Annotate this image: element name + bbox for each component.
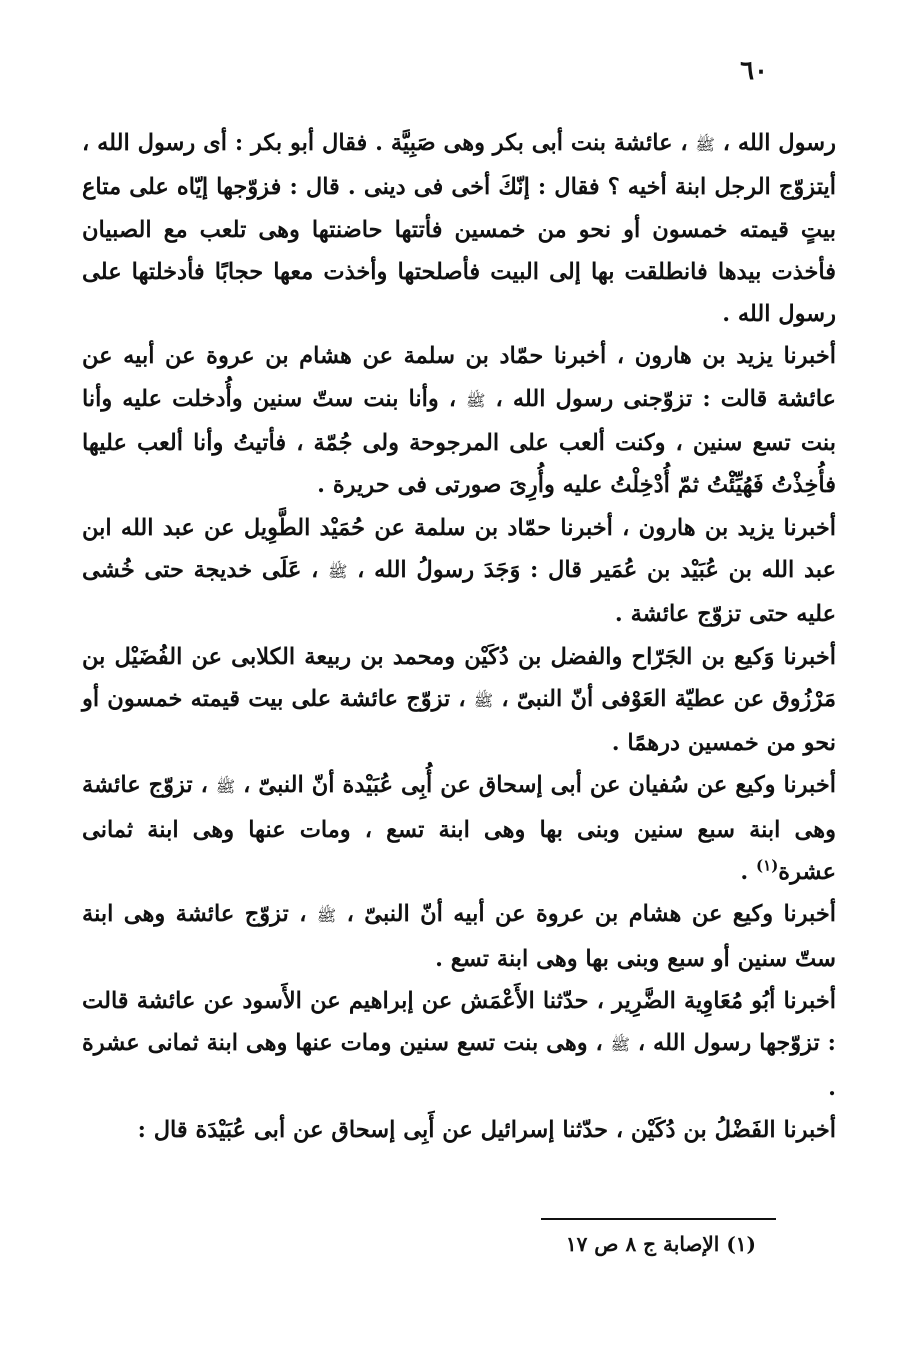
salawat-honorific: ﷺ [695,135,715,154]
main-text [82,122,836,1151]
salawat-honorific: ﷺ [466,390,486,410]
footnote-reference: (١) [756,856,779,875]
footnote: (١) الإصابة ج ٨ ص ١٧ [565,1232,756,1256]
paragraph-3: أخبرنا يزيد بن هارون ، أخبرنا حمّاد بن سلمة عن حُمَيْد الطَّوِيل عن عبد الله ابن عبد الله بن عُبَيْد بن عُمَير قال : وَجَدَ رسولُ الله ، ﷺ ، عَلَى خديجة حتى خُشى عليه حتى تزوّج عائشة . [82,514,836,628]
page-number: ٦٠ [740,56,768,86]
paragraph-6: أخبرنا وكيع عن هشام بن عروة عن أبيه أنّ النبىّ ، ﷺ ، تزوّج عائشة وهى ابنة ستّ سنين أو سبع وبنى بها وهى ابنة تسع . [82,901,836,972]
salawat-honorific: ﷺ [610,1035,630,1055]
salawat-honorific: ﷺ [215,777,236,797]
salawat-honorific: ﷺ [328,561,348,581]
paragraph-4: أخبرنا وَكيع بن الجَرّاح والفضل بن دُكَيْن ومحمد بن ربيعة الكلابى عن الفُضَيْل بن مَرْزُوق عن عطيّة العَوْفى أنّ النبىّ ، ﷺ ، تزوّج عائشة على بيت قيمته خمسون أو نحو من خمسين درهمًا . [82,643,836,757]
paragraph-2: أخبرنا يزيد بن هارون ، أخبرنا حمّاد بن سلمة عن هشام بن عروة عن أبيه عن عائشة قالت : تزوّجنى رسول الله ، ﷺ ، وأنا بنت ستّ سنين وأُدخلت عليه وأنا بنت تسع سنين ، وكنت ألعب على المرجوحة ولى جُمّة ، فأتيتُ وأنا ألعب عليها فأُخِذْتُ فَهُيِّئْتُ ثمّ أُدْخِلْتُ عليه وأُرِىَ صورتى فى حريرة . [82,343,836,499]
salawat-honorific: ﷺ [473,690,494,710]
footnote-divider [541,1218,776,1220]
paragraph-5: أخبرنا وكيع عن سُفيان عن أبى إسحاق عن أُبِى عُبَيْدة أنّ النبىّ ، ﷺ ، تزوّج عائشة وهى ابنة سبع سنين وبنى بها وهى ابنة تسع ، ومات عنها وهى ابنة ثمانى عشرة$^{(١)}$ . [82,772,836,886]
salawat-honorific: ﷺ [316,906,337,926]
paragraph-1: رسول الله ، ﷺ ، عائشة بنت أبى بكر وهى صَبِيَّة . فقال أبو بكر : أى رسول الله ، أيتزوّج الرجل ابنة أخيه ؟ فقال : إنّكَ أخى فى دينى . قال : فزوّجها إيّاه على متاع بيتٍ قيمته خمسون أو نحو من خمسين فأتتها حاضنتها وهى تلعب مع الصبيان فأخذت بيدها فانطلقت بها إلى البيت فأصلحتها وأخذت معها حجابًا فأدخلتها على رسول الله . [82,130,836,328]
paragraph-8: أخبرنا الفَضْلُ بن دُكَيْن ، حدّثنا إسرائيل عن أَبِى إسحاق عن أبى عُبَيْدَة قال : [137,1116,836,1143]
paragraph-7: أخبرنا أبُو مُعَاوِية الضَّرِير ، حدّثنا الأَعْمَش عن إبراهيم عن الأَسود عن عائشة قالت : تزوّجها رسول الله ، ﷺ ، وهى بنت تسع سنين ومات عنها وهى ابنة ثمانى عشرة . [82,987,836,1101]
